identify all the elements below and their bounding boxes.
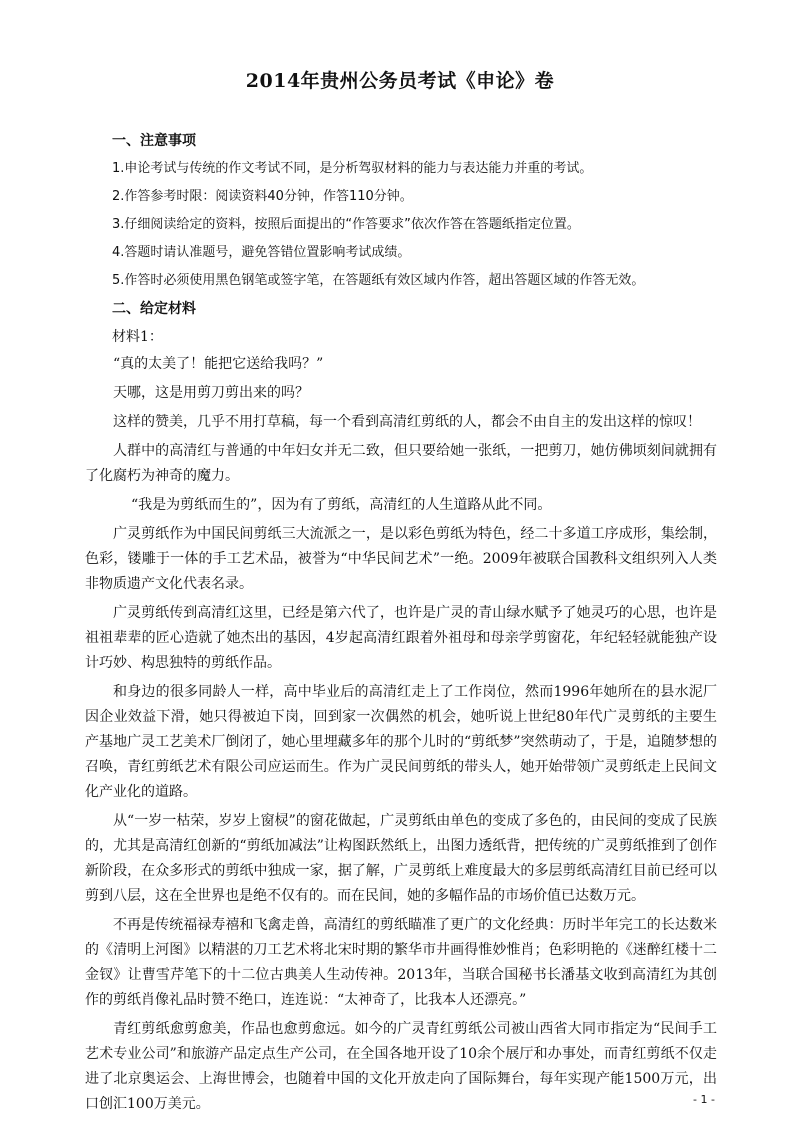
- material-paragraph: “真的太美了！能把它送给我吗？”: [113, 356, 324, 372]
- material-paragraph: 不再是传统福禄寿禧和飞禽走兽，高清红的剪纸瞄准了更广的文化经典：历时半年完工的长达数米的《清明上河图》以精湛的刀工艺术将北宋时期的繁华市井画得惟妙惟肖；色彩明艳的《迷醉红楼十二金钗》让曹雪芹笔下的十二位古典美人生动传神。2013年，当联合国秘书长潘基文收到高清红为其创作的剪纸肖像礼品时赞不绝口，连连说：“太神奇了，比我本人还漂亮。”: [85, 917, 717, 1008]
- material-paragraph: 天哪，这是用剪刀剪出来的吗？: [113, 385, 309, 401]
- notice-item: 1.申论考试与传统的作文考试不同，是分析驾驭材料的能力与表达能力并重的考试。: [112, 161, 593, 176]
- material-paragraph: 这样的赞美，几乎不用打草稿，每一个看到高清红剪纸的人，都会不由自主的发出这样的惊叹！: [113, 414, 701, 430]
- material-paragraph: 人群中的高清红与普通的中年妇女并无二致，但只要给她一张纸，一把剪刀，她仿佛顷刻间就拥有了化腐朽为神奇的魔力。: [85, 443, 717, 484]
- notice-item: 2.作答参考时限：阅读资料40分钟，作答110分钟。: [112, 189, 413, 204]
- document-body: [85, 126, 717, 1121]
- material-paragraph: 广灵剪纸传到高清红这里，已经是第六代了，也许是广灵的青山绿水赋予了她灵巧的心思，也许是祖祖辈辈的匠心造就了她杰出的基因，4岁起高清红跟着外祖母和母亲学剪窗花，年纪轻轻就能独产设计巧妙、构思独特的剪纸作品。: [85, 605, 717, 671]
- material-paragraph: 从“一岁一枯荣，岁岁上窗棂”的窗花做起，广灵剪纸由单色的变成了多色的，由民间的变成了民族的，尤其是高清红创新的“剪纸加减法”让构图跃然纸上，出图力透纸背，把传统的广灵剪纸推到了创作新阶段，在众多形式的剪纸中独成一家，据了解，广灵剪纸上难度最大的多层剪纸高清红目前已经可以剪到八层，这在全世界也是绝不仅有的。而在民间，她的多幅作品的市场价值已达数万元。: [85, 813, 717, 904]
- notice-item: 5.作答时必须使用黑色钢笔或签字笔，在答题纸有效区域内作答，超出答题区域的作答无效。: [112, 273, 645, 288]
- document-title: 2014年贵州公务员考试《申论》卷: [245, 70, 555, 92]
- material-paragraph: 和身边的很多同龄人一样，高中毕业后的高清红走上了工作岗位，然而1996年她所在的县水泥厂因企业效益下滑，她只得被迫下岗，回到家一次偶然的机会，她听说上世纪80年代广灵剪纸的主要生产基地广灵工艺美术厂倒闭了，她心里埋藏多年的那个儿时的“剪纸梦”突然萌动了，于是，追随梦想的召唤，青红剪纸艺术有限公司应运而生。作为广灵民间剪纸的带头人，她开始带领广灵剪纸走上民间文化产业化的道路。: [85, 684, 717, 800]
- notice-item: 3.仔细阅读给定的资料，按照后面提出的“作答要求”依次作答在答题纸指定位置。: [112, 217, 580, 232]
- notice-item: 4.答题时请认准题号，避免答错位置影响考试成绩。: [112, 245, 411, 260]
- material-paragraph: 青红剪纸愈剪愈美，作品也愈剪愈远。如今的广灵青红剪纸公司被山西省大同市指定为“民间手工艺术专业公司”和旅游产品定点生产公司，在全国各地开设了10余个展厅和办事处，而青红剪纸不仅走进了北京奥运会、上海世博会，也随着中国的文化开放走向了国际舞台，每年实现产能1500万元，出口创汇100万美元。: [85, 1021, 717, 1112]
- material-paragraph: 广灵剪纸作为中国民间剪纸三大流派之一，是以彩色剪纸为特色，经二十多道工序成形，集绘制，色彩，镂雕于一体的手工艺术品，被誉为“中华民间艺术”一绝。2009年被联合国教科文组织列入人类非物质遗产文化代表名录。: [85, 526, 717, 592]
- material-label: 材料1：: [112, 329, 163, 345]
- section-heading-materials: 二、给定材料: [112, 301, 196, 317]
- page-number: - 1 -: [693, 1093, 715, 1106]
- section-heading-notices: 一、注意事项: [112, 133, 196, 149]
- material-paragraph: “我是为剪纸而生的”，因为有了剪纸，高清红的人生道路从此不同。: [131, 497, 552, 513]
